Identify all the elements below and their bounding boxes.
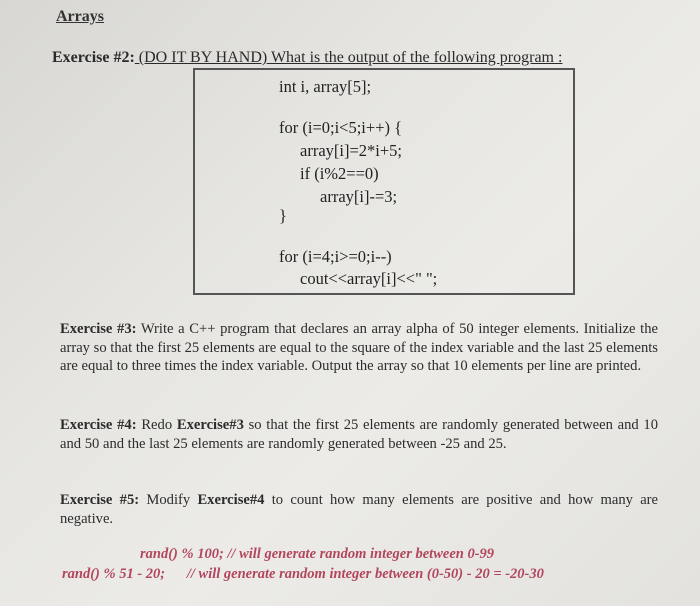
exercise-4-paragraph [60, 416, 658, 453]
code-line: array[i]=2*i+5; [300, 141, 402, 160]
exercise-5-label: Exercise #5: [60, 492, 140, 508]
exercise-3-text: Write a C++ program that declares an array alpha of 50 integer elements. Initialize the array so that the first 25 elements are equal to the square of the index variable and the last 25 elements are equal to three times the index variable. Output the array so that 10 elements per line are printed. [60, 321, 658, 374]
code-line: array[i]-=3; [320, 187, 398, 206]
code-line: if (i%2==0) [300, 164, 379, 183]
page-title: Arrays [56, 8, 104, 25]
code-line: cout<<array[i]<<" "; [300, 269, 438, 288]
exercise-4-text-before: Redo [136, 417, 177, 433]
exercise-2-question: (DO IT BY HAND) What is the output of the following program : [134, 49, 563, 66]
code-line: for (i=0;i<5;i++) { [279, 118, 403, 137]
exercise-2-heading [52, 49, 562, 67]
hint-line: rand() % 51 - 20; // will generate random integer between (0-50) - 20 = -20-30 [62, 566, 544, 582]
exercise-5-ref: Exercise#4 [197, 492, 265, 508]
exercise-5-text-before: Modify [139, 492, 198, 508]
exercise-4-ref: Exercise#3 [176, 417, 244, 433]
exercise-4-text-after: so that the first 25 elements are randomly generated between and 10 and 50 and the last 25 elements are randomly generated between -25 and 25. [60, 417, 658, 452]
hint-line: rand() % 100; // will generate random integer between 0-99 [140, 546, 495, 562]
code-line: } [279, 206, 287, 225]
exercise-3-label: Exercise #3: [60, 321, 137, 337]
code-line: int i, array[5]; [279, 77, 372, 96]
code-line: for (i=4;i>=0;i--) [279, 247, 392, 266]
exercise-5-text-after: to count how many elements are positive and how many are negative. [60, 492, 659, 527]
exercise-5-paragraph [60, 491, 658, 528]
exercise-2-label: Exercise #2: [52, 49, 135, 66]
exercise-3-paragraph [60, 320, 658, 376]
exercise-4-label: Exercise #4: [60, 417, 137, 433]
